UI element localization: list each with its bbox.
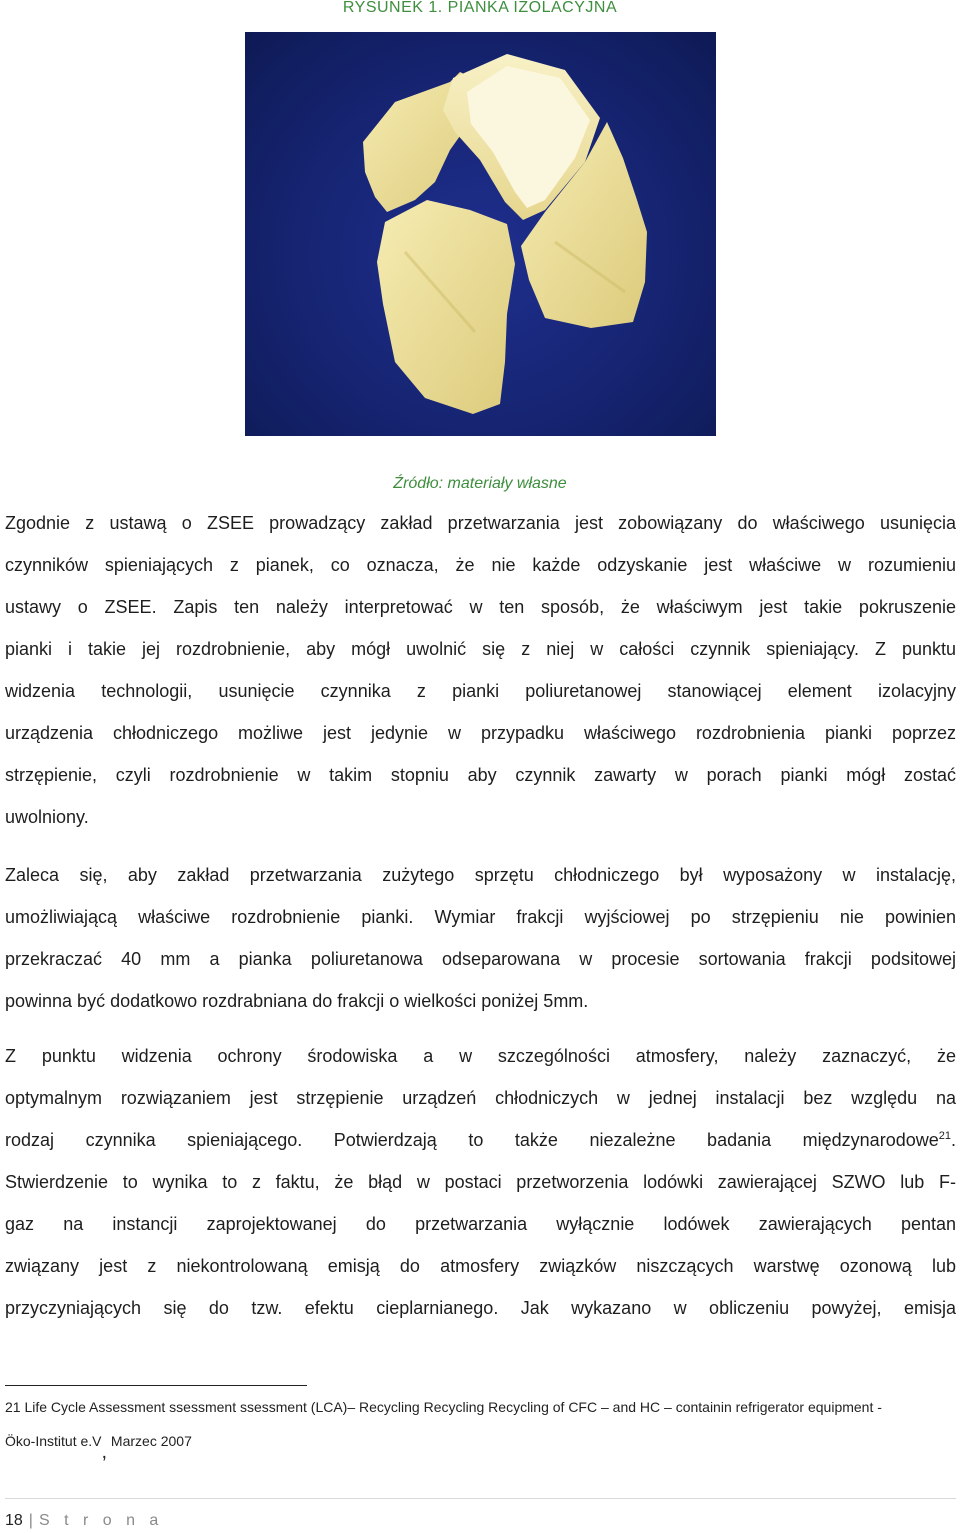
paragraph-2-line: powinna być dodatkowo rozdrabniana do frakcji o wielkości poniżej 5mm. bbox=[5, 991, 589, 1011]
paragraph-3-line: Stwierdzenie to wynika to z faktu, że błąd w postaci przetworzenia lodówki zawierającej SZWO lub F- bbox=[5, 1172, 956, 1192]
figure-source: Źródło: materiały własne bbox=[393, 475, 567, 492]
paragraph-3-line: Z punktu widzenia ochrony środowiska a w szczególności atmosfery, należy zaznaczyć, że bbox=[5, 1046, 956, 1066]
footnote-reference[interactable]: 21 bbox=[938, 1130, 951, 1142]
footnote-separator bbox=[5, 1385, 307, 1386]
paragraph-3-line-text: rodzaj czynnika spieniającego. Potwierdzają to także niezależne badania międzynarodowe bbox=[5, 1130, 939, 1150]
paragraph-3-line: optymalnym rozwiązaniem jest strzępienie urządzeń chłodniczych w jednej instalacji bez względu na bbox=[5, 1088, 956, 1108]
figure-caption: RYSUNEK 1. PIANKA IZOLACYJNA bbox=[342, 0, 618, 16]
paragraph-1-line: pianki i takie jej rozdrobnienie, aby mógł uwolnić się z niej w całości czynnik spieniający. Z punktu bbox=[5, 639, 956, 659]
footnote-institute: Öko-Institut e.V bbox=[5, 1433, 102, 1449]
paragraph-3-line: gaz na instancji zaprojektowanej do przetwarzania wyłącznie lodówek zawierających pentan bbox=[5, 1214, 956, 1234]
paragraph-3-line: związany jest z niekontrolowaną emisją do atmosfery związków niszczących warstwę ozonową lub bbox=[5, 1256, 956, 1276]
paragraph-1-line: urządzenia chłodniczego możliwe jest jedynie w przypadku właściwego rozdrobnienia pianki poprzez bbox=[5, 723, 956, 743]
footnote-date: Marzec 2007 bbox=[107, 1433, 192, 1449]
paragraph-1-line: Zgodnie z ustawą o ZSEE prowadzący zakład przetwarzania jest zobowiązany do właściwego usunięcia bbox=[5, 513, 956, 533]
page-footer bbox=[5, 1511, 163, 1531]
paragraph-2-line: umożliwiającą właściwe rozdrobnienie pianki. Wymiar frakcji wyjściowej po strzępieniu nie powinien bbox=[5, 907, 956, 927]
paragraph-3 bbox=[5, 1035, 956, 1329]
footer-separator bbox=[5, 1498, 956, 1499]
paragraph-1 bbox=[5, 502, 956, 838]
paragraph-1-line: strzępienie, czyli rozdrobnienie w takim stopniu aby czynnik zawarty w porach pianki mógł zostać bbox=[5, 765, 956, 785]
paragraph-1-line: ustawy o ZSEE. Zapis ten należy interpretować w ten sposób, że właściwym jest takie pokruszenie bbox=[5, 597, 956, 617]
paragraph-3-line: przyczyniających się do tzw. efektu cieplarnianego. Jak wykazano w obliczeniu powyżej, emisja bbox=[5, 1298, 956, 1318]
paragraph-2-line: Zaleca się, aby zakład przetwarzania zużytego sprzętu chłodniczego był wyposażony w instalację, bbox=[5, 865, 956, 885]
paragraph-3-line-with-footnote bbox=[5, 1119, 956, 1161]
footnote-mark: , bbox=[101, 1441, 108, 1463]
foam-piece-lower-left bbox=[377, 200, 515, 414]
page-number: 18 bbox=[5, 1512, 23, 1529]
foam-pieces-illustration bbox=[245, 32, 716, 436]
paragraph-1-line: uwolniony. bbox=[5, 807, 89, 827]
paragraph-1-line: widzenia technologii, usunięcie czynnika z pianki poliuretanowej stanowiącej element izolacyjny bbox=[5, 681, 956, 701]
paragraph-2-line: przekraczać 40 mm a pianka poliuretanowa odseparowana w procesie sortowania frakcji podsitowej bbox=[5, 949, 956, 969]
page-label: S t r o n a bbox=[38, 1512, 164, 1529]
footnote-line-2 bbox=[5, 1431, 956, 1463]
paragraph-2 bbox=[5, 854, 956, 1022]
footnote-ref-period: . bbox=[950, 1130, 956, 1150]
foam-photo bbox=[245, 32, 716, 436]
paragraph-1-line: czynników spieniających z pianek, co oznacza, że nie każde odzyskanie jest właściwe w rozumieniu bbox=[5, 555, 956, 575]
footnote-line-1: 21 Life Cycle Assessment ssessment ssessment (LCA)– Recycling Recycling Recycling of CFC – and HC – containin refrigerator equipment - bbox=[5, 1399, 882, 1415]
footer-bar: | bbox=[28, 1512, 33, 1529]
